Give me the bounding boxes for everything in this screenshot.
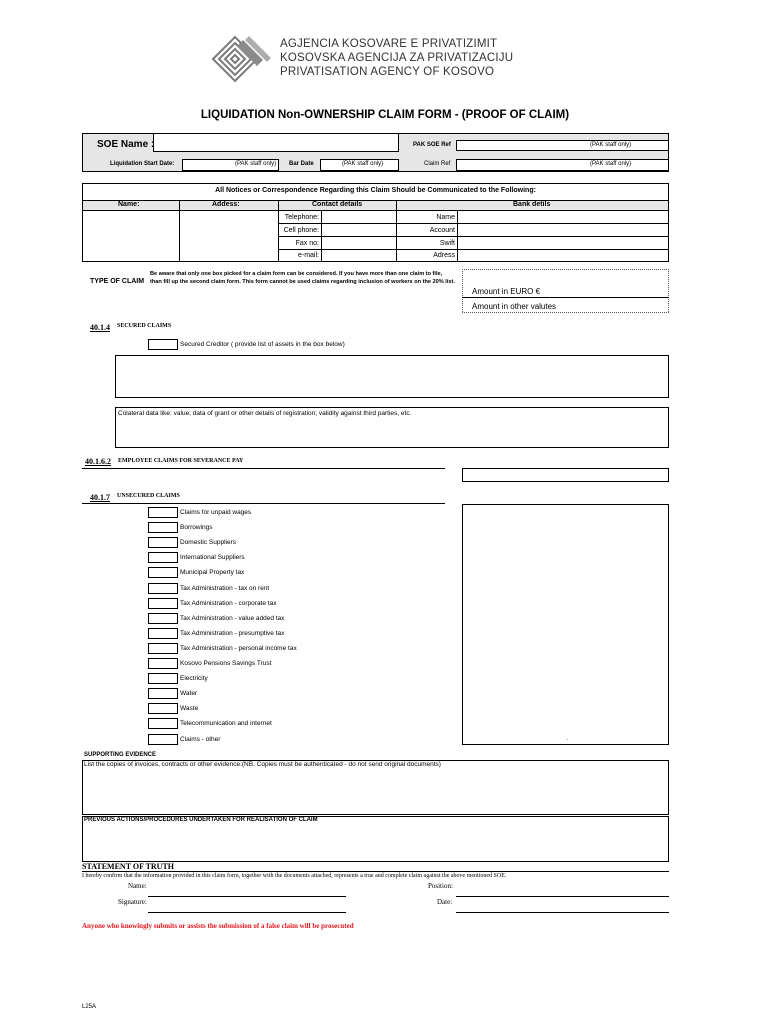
type-of-claim-label: TYPE OF CLAIM — [90, 278, 145, 285]
bank-swift-label: Swift — [439, 240, 455, 247]
bank-address-label: Adress — [433, 252, 455, 259]
signature-line[interactable] — [148, 912, 346, 913]
position-line[interactable] — [456, 896, 669, 897]
contact-address-input[interactable] — [180, 212, 277, 261]
unsecured-claim-label: Municipal Property tax — [180, 569, 245, 576]
unsecured-claim-label: Telecommunication and internet — [180, 720, 272, 727]
unsecured-claim-checkbox[interactable] — [148, 628, 178, 639]
claim-ref-field[interactable] — [456, 159, 669, 171]
contact-col-bank: Bank detils — [513, 201, 551, 208]
unsecured-title: UNSECURED CLAIMS — [117, 493, 180, 499]
truth-text: I hereby confirm that the information provided in this claim form, together with the documents attached, represents a true and complete claim against the above mentioned SOE. — [82, 873, 507, 879]
unsecured-claim-label: Tax Administration - presumptive tax — [180, 630, 285, 637]
unsecured-claim-checkbox[interactable] — [148, 598, 178, 609]
amount-euro-label: Amount in EURO € — [472, 287, 541, 296]
claim-notice: Be aware that only one box picked for a claim form can be considered. If you have more than one claim to file, than fill up the second claim form. This form cannot be used claims regarding inclusion of workers on the 20% list. — [150, 271, 455, 285]
bank-account-label: Account — [429, 227, 455, 234]
unsecured-claim-label: Domestic Suppliers — [180, 539, 236, 546]
unsecured-claim-checkbox[interactable] — [148, 673, 178, 684]
unsecured-code: 40.1.7 — [90, 493, 110, 502]
unsecured-claim-label: Electricity — [180, 675, 208, 682]
bank-account-input[interactable] — [458, 225, 668, 236]
soe-name-field[interactable] — [153, 133, 399, 152]
amount-other-input[interactable] — [560, 299, 666, 311]
employee-title: EMPLOYEE CLAIMS FOR SEVERANCE PAY — [118, 458, 244, 464]
unsecured-claim-label: Water — [180, 690, 198, 697]
unsecured-claim-label: International Suppliers — [180, 554, 245, 561]
truth-title: STATEMENT OF TRUTH — [82, 862, 175, 871]
unsecured-claim-checkbox[interactable] — [148, 658, 178, 669]
unsecured-claim-label: Tax Administration - corporate tax — [180, 600, 277, 607]
unsecured-claim-checkbox[interactable] — [148, 522, 178, 533]
bar-date-note: (PAK staff only) — [342, 161, 384, 167]
bar-date-label: Bar Date — [289, 161, 314, 167]
amount-euro-input[interactable] — [540, 284, 666, 296]
unsecured-claim-checkbox[interactable] — [148, 643, 178, 654]
employee-code: 40.1.6.2 — [85, 457, 111, 466]
unsecured-claim-checkbox[interactable] — [148, 613, 178, 624]
unsecured-claim-label: Tax Administration - tax on rent — [180, 585, 270, 592]
unsecured-claim-label: Kosovo Pensions Savings Trust — [180, 660, 272, 667]
pak-logo-icon — [205, 34, 275, 84]
liquidation-start-note: (PAK staff only) — [235, 161, 277, 167]
name-label: Name: — [128, 882, 147, 890]
contact-telephone-label: Telephone: — [284, 214, 319, 221]
false-claim-warning: Anyone who knowingly submits or assists the submission of a false claim will be prosecuted — [82, 922, 354, 930]
contact-col-name: Name: — [118, 201, 140, 208]
collateral-label: Colateral data like: value; data of grant or other details of registration; validity against third parties, etc. — [118, 410, 412, 417]
unsecured-claim-checkbox[interactable] — [148, 567, 178, 578]
correspondence-heading: All Notices or Correspondence Regarding this Claim Should be Communicated to the Following: — [215, 187, 536, 194]
claim-ref-note: (PAK staff only) — [590, 161, 632, 167]
bank-name-input[interactable] — [458, 212, 668, 223]
pak-soe-ref-note: (PAK staff only) — [590, 142, 632, 148]
unsecured-claim-checkbox[interactable] — [148, 703, 178, 714]
agency-name-line1: AGJENCIA KOSOVARE E PRIVATIZIMIT — [280, 38, 498, 50]
name-line[interactable] — [148, 896, 346, 897]
evidence-title: SUPPORTING EVIDENCE — [84, 752, 157, 758]
unsecured-dot: . — [567, 736, 569, 742]
secured-code: 40.1.4 — [90, 323, 110, 332]
agency-logo — [205, 34, 275, 84]
unsecured-claim-label: Borrowings — [180, 524, 213, 531]
unsecured-claim-checkbox[interactable] — [148, 537, 178, 548]
unsecured-claim-label: Tax Administration - value added tax — [180, 615, 285, 622]
email-input[interactable] — [322, 250, 395, 261]
unsecured-claim-checkbox[interactable] — [148, 507, 178, 518]
pak-soe-ref-label: PAK SOE Ref — [413, 142, 451, 148]
position-label: Position: — [428, 882, 453, 890]
evidence-instruction: List the copies of invoices, contracts or other evidence.(NB. Copies must be authenticated - do not send original documents) — [84, 761, 441, 768]
contact-name-input[interactable] — [83, 212, 178, 261]
unsecured-claim-label: Waste — [180, 705, 199, 712]
unsecured-claim-checkbox[interactable] — [148, 688, 178, 699]
pak-soe-ref-field[interactable] — [456, 140, 669, 151]
amount-other-label: Amount in other valutes — [472, 302, 557, 311]
unsecured-claim-checkbox[interactable] — [148, 583, 178, 594]
contact-cell-label: Cell phone: — [283, 227, 319, 234]
unsecured-claim-checkbox[interactable] — [148, 718, 178, 729]
secured-creditor-checkbox[interactable] — [148, 339, 178, 350]
unsecured-claim-label: Claims - other — [180, 736, 221, 743]
date-label: Date: — [437, 898, 453, 906]
assets-list-box[interactable] — [115, 355, 669, 398]
bank-name-label: Name — [436, 214, 455, 221]
employee-amount-field[interactable] — [462, 468, 669, 482]
telephone-input[interactable] — [322, 212, 395, 223]
contact-col-contact: Contact details — [312, 201, 363, 208]
form-title: LIQUIDATION Non-OWNERSHIP CLAIM FORM - (PROOF OF CLAIM) — [200, 109, 570, 121]
unsecured-claim-label: Tax Administration - personal income tax — [180, 645, 297, 652]
fax-input[interactable] — [322, 238, 395, 249]
date-line[interactable] — [456, 912, 669, 913]
bank-address-input[interactable] — [458, 250, 668, 261]
unsecured-claim-label: Claims for unpaid wages — [180, 509, 252, 516]
unsecured-amount-field[interactable] — [462, 504, 669, 745]
bank-swift-input[interactable] — [458, 238, 668, 249]
previous-actions-title: PREVIOUS ACTIONS/PROCEDURES UNDERTAKEN FOR REALISATION OF CLAIM — [84, 817, 318, 823]
contact-col-address: Addess: — [212, 201, 240, 208]
contact-table-header — [82, 200, 669, 211]
claim-ref-label: Claim Ref — [424, 161, 451, 167]
unsecured-claim-checkbox[interactable] — [148, 552, 178, 563]
contact-email-label: e-mail: — [297, 252, 319, 259]
agency-name-line2: KOSOVSKA AGENCIJA ZA PRIVATIZACIJU — [280, 52, 514, 64]
secured-title: SECURED CLAIMS — [117, 323, 172, 329]
soe-name-label: SOE Name : — [97, 139, 155, 150]
agency-name-line3: PRIVATISATION AGENCY OF KOSOVO — [280, 66, 495, 78]
contact-fax-label: Fax no: — [295, 240, 319, 247]
secured-creditor-label: Secured Creditor ( provide list of assets in the box below) — [180, 341, 345, 348]
cell-phone-input[interactable] — [322, 225, 395, 236]
evidence-box[interactable] — [82, 760, 669, 815]
signature-label: Signature: — [118, 898, 147, 906]
unsecured-claim-checkbox[interactable] — [148, 734, 178, 745]
footer-code: L25A — [82, 1004, 97, 1010]
liquidation-start-label: Liquidation Start Date: — [110, 161, 175, 167]
